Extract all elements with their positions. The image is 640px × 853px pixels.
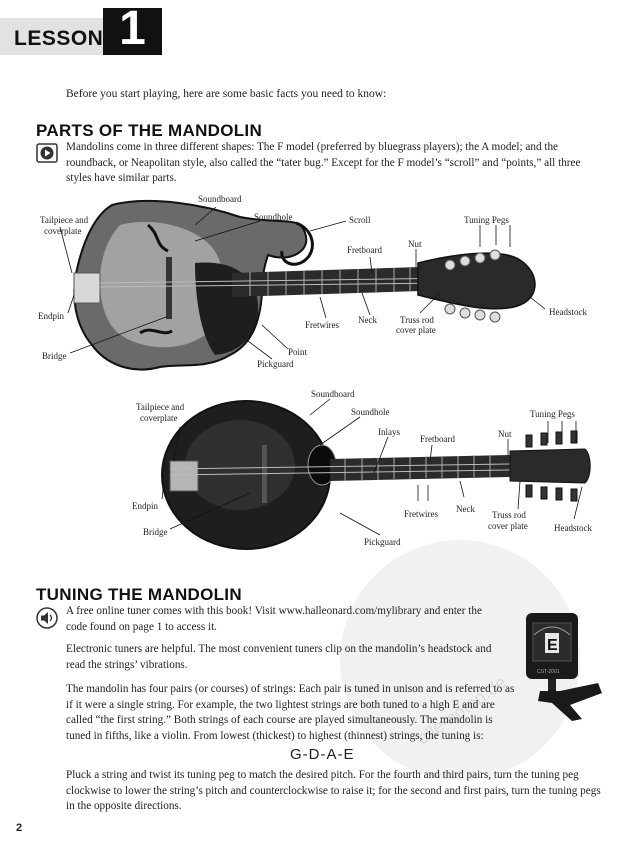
a-label-endpin: Endpin <box>132 501 158 511</box>
a-label-tailpiece-2: coverplate <box>140 413 178 423</box>
tuning-notes: G-D-A-E <box>290 746 355 763</box>
tuning-electronic: Electronic tuners are helpful. The most convenient tuners clip on the mandolin’s headstock and read the strings’ vibrations. <box>66 643 492 671</box>
f-label-neck: Neck <box>358 315 377 325</box>
f-label-truss-1: Truss rod <box>400 315 434 325</box>
play-icon[interactable] <box>36 143 58 168</box>
f-label-endpin: Endpin <box>38 311 64 321</box>
intro-text: Before you start playing, here are some basic facts you need to know: <box>66 88 387 100</box>
f-label-soundhole: Soundhole <box>254 212 293 222</box>
a-label-pickguard: Pickguard <box>364 537 401 547</box>
f-label-tuning-pegs: Tuning Pegs <box>464 215 509 225</box>
a-label-fretwires: Fretwires <box>404 509 438 519</box>
a-label-truss-2: cover plate <box>488 521 528 531</box>
f-label-nut: Nut <box>408 239 422 249</box>
f-label-headstock: Headstock <box>549 307 587 317</box>
f-label-fretboard: Fretboard <box>347 245 382 255</box>
tuner-model: CST-2001 <box>537 669 560 675</box>
page-number: 2 <box>16 822 23 834</box>
f-label-scroll: Scroll <box>349 215 371 225</box>
f-label-tailpiece-1: Tailpiece and <box>40 215 89 225</box>
a-label-tailpiece-1: Tailpiece and <box>136 402 185 412</box>
f-label-soundboard: Soundboard <box>198 194 242 204</box>
tuning-online-tuner: A free online tuner comes with this book! Visit www.halleonard.com/mylibrary and enter the code found on page 1 to access it. <box>66 605 482 633</box>
a-model-diagram <box>0 385 640 555</box>
a-label-headstock: Headstock <box>554 523 592 533</box>
tuning-heading: TUNING THE MANDOLIN <box>36 585 242 604</box>
speaker-icon[interactable] <box>36 607 58 634</box>
f-label-fretwires: Fretwires <box>305 320 339 330</box>
f-label-bridge: Bridge <box>42 351 67 361</box>
watermark-text: alle-noten.de <box>413 672 511 749</box>
f-model-diagram <box>0 185 640 385</box>
lesson-label: LESSON <box>14 27 104 50</box>
tuning-courses: The mandolin has four pairs (or courses) of strings: Each pair is tuned in unison and is referred to as if it were a single string. For example, the two lightest strings are both tuned to a high E and are called “the first string.” Both strings of each course are played simultaneously. The mandolin is tuned in fifths, like a violin. From lowest (thickest) to highest (thinnest) strings, the tuning is: <box>66 683 515 742</box>
a-label-bridge: Bridge <box>143 527 168 537</box>
a-label-soundboard: Soundboard <box>311 389 355 399</box>
f-label-tailpiece-2: coverplate <box>44 226 82 236</box>
tuning-instructions: Pluck a string and twist its tuning peg to match the desired pitch. For the fourth and third pairs, turn the tuning peg clockwise to lower the string’s pitch and counterclockwise to raise it; for the second and first pairs, turn the tuning pegs in the opposite directions. <box>66 769 601 812</box>
a-label-tuning-pegs: Tuning Pegs <box>530 409 575 419</box>
a-label-neck: Neck <box>456 504 475 514</box>
a-label-inlays: Inlays <box>378 427 400 437</box>
a-label-nut: Nut <box>498 429 512 439</box>
f-label-point: Point <box>288 347 308 357</box>
a-label-fretboard: Fretboard <box>420 434 455 444</box>
tuner-display: E <box>547 637 558 654</box>
parts-heading: PARTS OF THE MANDOLIN <box>36 121 263 140</box>
parts-description: Mandolins come in three different shapes: The F model (preferred by bluegrass players); the A model; and the roundback, or Neapolitan style, also called the “tater bug.” Except for the F model’s “scroll” and “points,” all three styles have similar parts. <box>66 141 581 184</box>
a-label-soundhole: Soundhole <box>351 407 390 417</box>
a-label-truss-1: Truss rod <box>492 510 526 520</box>
clip-tuner-image <box>520 605 620 725</box>
f-label-truss-2: cover plate <box>396 325 436 335</box>
f-label-pickguard: Pickguard <box>257 359 294 369</box>
lesson-number: 1 <box>119 2 146 55</box>
